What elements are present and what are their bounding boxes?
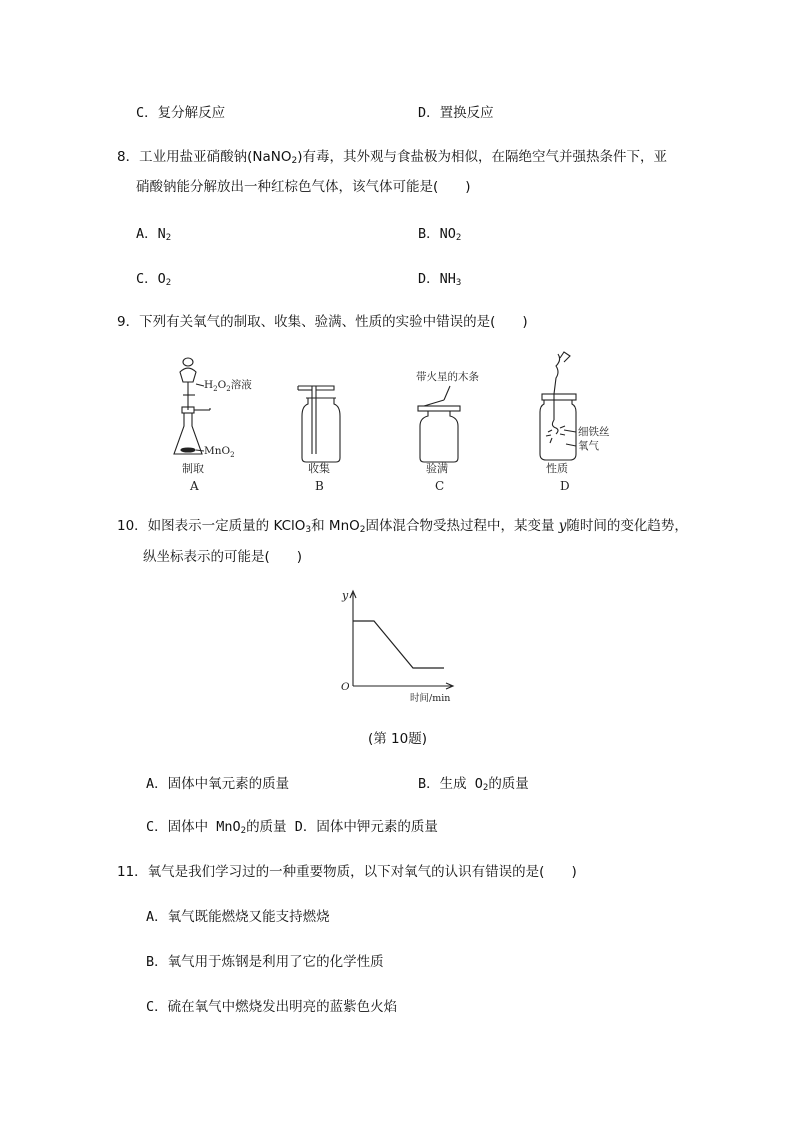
- q11-option-c: C．硫在氧气中燃烧发出明亮的蓝紫色火焰: [146, 999, 398, 1015]
- q8-option-a: A．$N_2$: [136, 226, 172, 243]
- trend-line: [353, 621, 444, 668]
- q10-option-a: A．固体中氧元素的质量: [146, 776, 290, 792]
- label-mno2: MnO$_2$: [204, 445, 235, 459]
- x-axis-label: 时间/min: [410, 693, 451, 704]
- combustion-bottle-d: [540, 352, 576, 460]
- letter-c: C: [435, 479, 445, 493]
- label-oxygen: 氧气: [578, 440, 599, 452]
- caption-a: 制取: [182, 462, 204, 475]
- q7-option-c: C．复分解反应: [136, 105, 226, 121]
- q8-stem-line2: 硝酸钠能分解放出一种红棕色气体，该气体可能是( ): [136, 179, 471, 195]
- collection-bottle-b: [298, 386, 340, 462]
- label-glowing-stick: 带火星的木条: [416, 371, 479, 383]
- q11-option-b: B．氧气用于炼钢是利用了它的化学性质: [146, 954, 384, 970]
- q10-options-c-d: C．固体中 MnO$_2$的质量 D．固体中钾元素的质量: [146, 819, 438, 836]
- q11-stem: 11．氧气是我们学习过的一种重要物质，以下对氧气的认识有错误的是( ): [117, 864, 577, 880]
- flask-apparatus-a: [174, 358, 210, 454]
- q8-option-d: D．$NH_3$: [418, 271, 462, 288]
- q9-stem: 9．下列有关氧气的制取、收集、验满、性质的实验中错误的是( ): [117, 314, 528, 330]
- q11-option-a: A．氧气既能燃烧又能支持燃烧: [146, 909, 330, 925]
- q7-option-d: D．置换反应: [418, 105, 494, 121]
- letter-a: A: [190, 479, 199, 493]
- q10-stem-line1: 10．如图表示一定质量的 KClO$_3$和 MnO$_2$固体混合物受热过程中，某变量 y随时间的变化趋势，: [117, 518, 688, 535]
- verification-bottle-c: [418, 386, 460, 462]
- label-iron-wire: 细铁丝: [578, 426, 610, 438]
- caption-c: 验满: [426, 462, 448, 475]
- q10-graph: [336, 585, 466, 707]
- letter-d: D: [560, 479, 570, 493]
- q10-stem-line2: 纵坐标表示的可能是( ): [143, 549, 303, 565]
- label-h2o2-solution: $H_2O_2$溶液: [204, 379, 252, 393]
- q8-option-b: B．$NO_2$: [418, 226, 462, 243]
- q8-stem-line1: 8．工业用盐亚硝酸钠(NaNO$_2$)有毒，其外观与食盐极为相似，在隔绝空气并强热条件下，亚: [117, 149, 667, 166]
- origin-label: O: [341, 681, 350, 693]
- caption-d: 性质: [546, 462, 568, 475]
- q10-option-b: B．生成 $O_2$的质量: [418, 776, 529, 793]
- q8-option-c: C．$O_2$: [136, 271, 172, 288]
- letter-b: B: [315, 479, 324, 493]
- q10-figure-caption: (第 10题): [368, 731, 428, 747]
- q9-apparatus-figure: [160, 350, 650, 498]
- y-axis-label: y: [342, 589, 349, 602]
- caption-b: 收集: [308, 462, 330, 475]
